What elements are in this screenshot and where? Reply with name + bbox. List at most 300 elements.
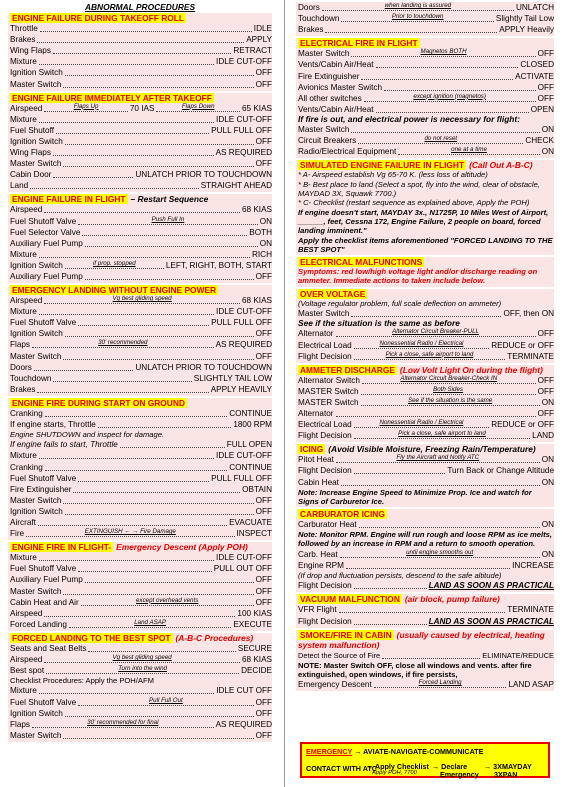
row-remark: 30' recommended for final <box>87 718 159 726</box>
checklist-row <box>10 473 272 484</box>
row-action: UNLATCH PRIOR TO TOUCHDOWN <box>135 170 272 180</box>
row-item: Fuel Shutoff Valve <box>10 318 77 328</box>
row-action: ON <box>541 455 554 465</box>
row-item: Wing Flaps <box>10 148 51 158</box>
dot-leader <box>39 257 250 258</box>
contact-label: CONTACT WITH ATC <box>306 764 377 773</box>
row-item: Cranking <box>10 462 43 472</box>
row-item: Mixture <box>10 114 37 124</box>
checklist-row <box>298 104 554 115</box>
row-remark: Land ASAP <box>134 618 166 626</box>
row-item: Cabin Door <box>10 170 52 180</box>
checklist-row <box>10 439 272 450</box>
dot-leader <box>65 336 254 337</box>
dot-leader <box>38 525 227 526</box>
dot-leader <box>354 624 427 625</box>
page-title: ABNORMAL PROCEDURES <box>84 2 196 12</box>
row-action: OFF <box>255 271 272 281</box>
row-remark: Flaps Up <box>73 102 99 110</box>
row-item: Vents/Cabin Air/Heat <box>298 60 374 70</box>
checklist-row <box>10 103 272 114</box>
row-remark: Alternator Circuit Breaker-PULL <box>392 328 479 336</box>
checklist-row <box>10 339 272 350</box>
row-action: ELIMINATE/REDUCE <box>482 650 554 660</box>
row-item: Doors <box>298 3 320 13</box>
row-action: BOTH <box>249 227 272 237</box>
checklist-section <box>296 594 554 627</box>
dot-leader <box>341 485 540 486</box>
dot-leader <box>39 314 214 315</box>
row-item: Flight Decision <box>298 351 352 361</box>
row-item: Ignition Switch <box>10 329 63 339</box>
dot-leader <box>44 653 240 663</box>
row-action: OPEN <box>530 104 554 114</box>
row-remark: if prop. stopped <box>92 259 136 267</box>
checklist-row <box>298 519 554 530</box>
dot-leader <box>361 79 513 80</box>
section-header <box>10 13 272 23</box>
checklist-row <box>10 306 272 317</box>
section-note: Checklist Procedures: Apply the POH/AFM <box>10 676 154 686</box>
row-item: Mixture <box>10 307 37 317</box>
row-item: If engine starts, Throttle <box>10 420 96 429</box>
row-item: Fire Extinguisher <box>298 71 360 81</box>
row-action: APPLY HEAVILY <box>210 384 272 394</box>
dot-leader <box>63 166 253 167</box>
row-action: Slightly Tail Low <box>495 14 554 24</box>
section-header <box>10 633 272 643</box>
checklist-row <box>10 608 272 619</box>
row-item: Airspeed <box>10 654 43 664</box>
row-item: Flight Decision <box>298 431 352 441</box>
dot-leader <box>354 419 490 428</box>
row-action: OFF <box>255 575 272 585</box>
row-action: OFF <box>255 697 272 707</box>
checklist-row <box>10 585 272 596</box>
row-item: Master Switch <box>298 125 350 135</box>
section-title: OVER VOLTAGE <box>300 288 366 299</box>
dot-leader <box>98 427 231 428</box>
checklist-row <box>298 679 554 690</box>
row-item: Engine RPM <box>298 560 344 570</box>
row-item: Master Switch <box>10 159 62 169</box>
dot-leader <box>382 658 480 659</box>
row-action: ON <box>541 397 554 407</box>
checklist-section <box>296 38 554 158</box>
row-remark: Turn into the wind <box>118 665 167 673</box>
checklist-row <box>298 13 554 24</box>
checklist-row <box>10 215 272 226</box>
row-action: LAND ASAP <box>508 680 554 690</box>
checklist-row <box>10 136 272 147</box>
dot-leader <box>65 514 254 515</box>
row-action: ACTIVATE <box>515 71 554 81</box>
row-action: LEFT, RIGHT, BOTH, START <box>165 260 272 270</box>
row-action: PULL FULL OFF <box>211 318 272 328</box>
row-item: Flight Decision <box>298 581 352 591</box>
section-note: * C- Checklist (restart sequence as explained above, Apply the POH) <box>298 198 530 208</box>
row-action: RETRACT <box>233 46 272 56</box>
row-action: OFF <box>255 506 272 516</box>
row-item: Fire Extinguisher <box>10 484 72 494</box>
declare-label: → Declare <box>432 762 468 771</box>
row-item: Flight Decision <box>298 616 352 626</box>
row-action: EXECUTE <box>233 619 272 629</box>
row-action: OFF <box>255 708 272 718</box>
section-title: ENGINE FAILURE IN FLIGHT <box>12 194 126 205</box>
row-item: Electrical Load <box>298 340 352 350</box>
checklist-row <box>10 730 272 741</box>
section-subtitle: (A-B-C Procedures) <box>175 632 254 643</box>
section-title: ELECTRICAL MALFUNCTIONS <box>300 257 423 268</box>
row-action: UNLATCH PRIOR TO TOUCHDOWN <box>135 362 272 372</box>
row-item: Land <box>10 181 29 191</box>
row-item: Fuel Shutoff <box>10 125 54 135</box>
xpan-label: 3XPAN <box>494 770 518 779</box>
dot-leader <box>398 146 539 155</box>
checklist-row <box>298 328 554 339</box>
checklist-row <box>298 560 554 571</box>
checklist-row <box>10 665 272 676</box>
dot-leader <box>376 67 519 68</box>
row-action: LAND AS SOON AS PRACTICAL <box>428 581 554 591</box>
row-item: Brakes <box>298 25 324 35</box>
checklist-row <box>10 552 272 563</box>
row-item: Ignition Switch <box>10 68 63 78</box>
dot-leader <box>39 693 214 694</box>
row-action: INSPECT <box>236 529 272 539</box>
row-item: Fuel Shutoff Valve <box>10 216 77 226</box>
checklist-row <box>10 373 272 384</box>
dot-leader <box>322 2 514 11</box>
row-action: OFF <box>537 375 554 385</box>
row-action: OFF <box>255 68 272 78</box>
row-action: 70 IAS <box>129 103 155 113</box>
dot-leader <box>53 381 191 382</box>
column-divider <box>284 0 285 787</box>
right-column <box>296 2 554 785</box>
row-item: Throttle <box>10 24 38 34</box>
dot-leader <box>63 738 253 739</box>
checklist-row <box>10 506 272 517</box>
section-subtitle: Emergency Descent (Apply POH) <box>116 542 248 553</box>
section-header <box>298 444 554 454</box>
section-header <box>10 285 272 295</box>
dot-leader <box>78 571 212 572</box>
checklist-row <box>10 719 272 730</box>
row-item: Detect the Source of Fire <box>298 650 381 660</box>
row-item: All other switches <box>298 93 362 103</box>
section-note: (If drop and fluctuation persists, descend to the safe altitude) <box>298 570 502 580</box>
checklist-row <box>298 419 554 430</box>
checklist-section <box>296 160 554 255</box>
row-action: SLIGHTLY TAIL LOW <box>193 373 272 383</box>
checklist-row <box>10 517 272 528</box>
row-item: Electrical Load <box>298 420 352 430</box>
checklist-row <box>298 430 554 441</box>
dot-leader <box>354 430 530 439</box>
dot-leader <box>45 470 227 471</box>
row-action: OFF <box>255 597 272 607</box>
row-item: Auxiliary Fuel Pump <box>10 575 83 585</box>
checklist-row <box>298 580 554 591</box>
row-action: CHECK <box>525 136 554 146</box>
row-remark: one at a time <box>451 146 487 154</box>
section-header <box>10 398 272 408</box>
dot-leader <box>354 588 427 589</box>
row-remark: Pull Full Out <box>149 696 183 704</box>
checklist-row <box>10 147 272 158</box>
dot-leader <box>82 235 247 236</box>
checklist-row <box>298 465 554 476</box>
dot-leader <box>341 13 493 22</box>
section-header <box>298 630 554 650</box>
section-header <box>10 542 272 552</box>
section-subtitle: – Restart Sequence <box>130 194 209 205</box>
row-item: Master Switch <box>10 730 62 740</box>
section-header <box>298 257 554 267</box>
section-title: CARBURATOR ICING <box>300 509 385 520</box>
row-action: INCREASE <box>512 560 554 570</box>
row-item: Carburator Heat <box>298 520 357 530</box>
dot-leader <box>384 90 536 91</box>
row-item: Radio/Electrical Equipment <box>298 147 397 157</box>
section-header <box>10 93 272 103</box>
dot-leader <box>361 385 536 395</box>
row-remark: Flaps Down <box>181 102 215 110</box>
checklist-row <box>10 563 272 574</box>
checklist-row <box>10 249 272 260</box>
dot-leader <box>39 458 214 459</box>
checklist-row <box>10 227 272 238</box>
row-action: IDLE CUT-OFF <box>216 451 272 461</box>
row-action: IDLE CUT-OFF <box>216 307 272 317</box>
row-action: 65 KIAS <box>241 103 272 113</box>
row-item: Flight Decision <box>298 466 352 476</box>
row-action: DECIDE <box>241 666 272 676</box>
row-item: Alternator <box>298 409 334 419</box>
dot-leader <box>56 133 209 134</box>
checklist-row <box>298 615 554 626</box>
row-remark: Pick a close, safe airport to land <box>398 430 486 438</box>
row-item: Flaps <box>10 340 31 350</box>
checklist-section <box>296 2 554 36</box>
row-item: If engine fails to start, Throttle <box>10 440 118 450</box>
row-action: OFF <box>537 49 554 59</box>
row-item: Airspeed <box>10 608 43 618</box>
row-item: Ignition Switch <box>10 506 63 516</box>
dot-leader <box>65 144 254 145</box>
row-action: 68 KIAS <box>241 296 272 306</box>
row-action: EVACUATE <box>229 518 272 528</box>
checklist-row <box>10 528 272 539</box>
row-item: Master Switch <box>10 351 62 361</box>
section-subtitle: (Avoid Visible Moisture, Freezing Rain/Temperature) <box>328 444 536 455</box>
section-header <box>298 289 554 299</box>
row-item: Fuel Shutoff Valve <box>10 473 77 483</box>
section-header <box>298 365 554 375</box>
row-remark: when landing is assured <box>384 2 452 10</box>
checklist-row <box>10 295 272 306</box>
row-remark: Push Full In <box>151 215 185 223</box>
row-action: OFF <box>537 93 554 103</box>
row-item: Ignition Switch <box>10 260 63 270</box>
row-remark: do not reset <box>424 135 458 143</box>
dot-leader <box>45 416 227 417</box>
apply-sub: Apply POH, 7700 <box>372 770 417 776</box>
row-item: Seats and Seat Belts <box>10 643 87 653</box>
row-item: Mixture <box>10 451 37 461</box>
checklist-section <box>8 542 272 631</box>
dot-leader <box>32 339 214 348</box>
dot-leader <box>346 568 510 569</box>
row-action: IDLE CUT-OFF <box>216 114 272 124</box>
checklist-row <box>298 351 554 362</box>
row-remark: Vg best gliding speed <box>112 653 172 661</box>
row-action: 68 KIAS <box>241 205 272 215</box>
checklist-row <box>298 2 554 13</box>
row-item: Touchdown <box>298 14 340 24</box>
row-action: ON <box>541 477 554 487</box>
checklist-row <box>298 124 554 135</box>
row-remark: Forced Landing <box>418 679 462 687</box>
dot-leader <box>53 155 214 156</box>
checklist-section <box>8 93 272 193</box>
row-action: OBTAIN <box>242 484 272 494</box>
section-note: Note: Monitor RPM. Engine will run rough and loose RPM as ice melts, followed by an increase in RPM and a return to smooth operation. <box>298 530 552 549</box>
row-action: OFF <box>537 386 554 396</box>
dot-leader <box>44 212 240 213</box>
section-note: * B- Best place to land (Select a spot, fly into the wind, clear of obstacle, MAYDAD 3X, Squawk 7700.) <box>298 179 540 199</box>
checklist-row <box>10 384 272 395</box>
row-action: IDLE CUT-OFF <box>216 553 272 563</box>
row-remark: Prior to touchdown <box>391 13 444 21</box>
dot-leader <box>340 548 540 558</box>
checklist-row <box>10 685 272 696</box>
row-action: REDUCE or OFF <box>491 420 554 430</box>
dot-leader <box>26 528 234 537</box>
dot-leader <box>39 560 214 561</box>
row-action: 1800 RPM <box>233 420 272 429</box>
dot-leader <box>85 582 254 583</box>
row-action: OFF <box>255 730 272 740</box>
checklist-row <box>10 708 272 719</box>
row-item: Avionics Master Switch <box>298 82 383 92</box>
checklist-row <box>298 549 554 560</box>
checklist-row <box>10 654 272 665</box>
row-item: Master Switch <box>298 309 350 319</box>
row-item: Circuit Breakers <box>298 136 357 146</box>
checklist-row <box>10 78 272 89</box>
row-remark: See if the situation is the same <box>407 396 493 404</box>
row-item: Cranking <box>10 408 43 418</box>
section-title: ENGINE FIRE DURING START ON GROUND <box>12 397 185 408</box>
emergency-label: EMERGENCY <box>306 747 353 756</box>
row-item: Auxiliary Fuel Pump <box>10 238 83 248</box>
checklist-row <box>298 408 554 419</box>
section-note: Apply the checklist items aforementioned "FORCED LANDING TO THE BEST SPOT" <box>298 235 553 254</box>
dot-leader <box>44 616 235 617</box>
row-item: Touchdown <box>10 373 52 383</box>
row-action: CONTINUE <box>229 462 272 472</box>
row-action: PULL FULL OFF <box>211 125 272 135</box>
dot-leader <box>63 503 253 504</box>
row-action: Turn Back or Change Altitude <box>447 466 554 476</box>
row-item: Brakes <box>10 384 36 394</box>
checklist-row <box>10 574 272 585</box>
row-item: VFR Flight <box>298 605 337 615</box>
row-action: ON <box>259 238 272 248</box>
checklist-row <box>298 135 554 146</box>
row-remark: Magnetos BOTH <box>420 48 467 56</box>
section-title: ICING <box>300 444 324 455</box>
checklist-row <box>298 24 554 35</box>
section-title: SMOKE/FIRE IN CABIN <box>300 629 392 640</box>
row-remark: Nonessential Radio / Electrical <box>379 339 464 347</box>
checklist-row <box>10 45 272 56</box>
row-action: FULL OPEN <box>226 440 272 450</box>
checklist-row <box>10 408 272 419</box>
dot-leader <box>78 481 209 482</box>
section-subtitle: (usually caused by electrical, heating system malfunction) <box>298 629 545 650</box>
row-item: Ignition Switch <box>10 708 63 718</box>
row-action: APPLY <box>246 35 272 45</box>
section-title: ENGINE FIRE IN FLIGHT- <box>12 542 112 553</box>
row-action: OFF <box>255 586 272 596</box>
row-action: IDLE <box>253 24 272 34</box>
section-title: ENGINE FAILURE DURING TAKEOFF ROLL <box>12 13 184 23</box>
checklist-row <box>10 271 272 282</box>
checklist-row <box>298 308 554 319</box>
row-action: CLOSED <box>520 60 554 70</box>
checklist-row <box>10 328 272 339</box>
row-item: Fire <box>10 529 25 539</box>
dot-leader <box>30 188 199 189</box>
checklist-row <box>298 476 554 487</box>
checklist-row <box>298 397 554 408</box>
section-note: (Voltage regulator problem, full scale deflection on ammeter) <box>298 298 502 308</box>
section-title: EMERGENCY LANDING WITHOUT ENGINE POWER <box>12 284 217 295</box>
row-remark: Nonessential Radio / Electrical <box>379 419 464 427</box>
row-action: PULL FULL OFF <box>211 473 272 483</box>
row-action: OFF <box>537 82 554 92</box>
checklist-section <box>296 444 554 507</box>
checklist-row <box>10 484 272 495</box>
dot-leader <box>354 473 446 474</box>
dot-leader <box>34 370 134 371</box>
row-item: Mixture <box>10 686 37 696</box>
dot-leader <box>78 696 253 706</box>
checklist-row <box>10 114 272 125</box>
dot-leader <box>354 350 506 360</box>
row-action: ON <box>259 216 272 226</box>
left-column <box>8 2 272 785</box>
row-item: Airspeed <box>10 103 43 113</box>
row-item: Best spot <box>10 666 45 676</box>
dot-leader <box>376 112 529 113</box>
dot-leader <box>39 122 214 123</box>
checklist-section <box>8 194 272 283</box>
row-action: OFF <box>537 409 554 419</box>
checklist-row <box>10 23 272 34</box>
section-header <box>298 509 554 519</box>
checklist-row <box>298 339 554 350</box>
row-action: CONTINUE <box>229 408 272 418</box>
row-item: Pitot Heat <box>298 455 334 465</box>
row-action: SECURE <box>237 643 272 653</box>
dot-leader <box>81 596 254 606</box>
row-action: OFF <box>255 329 272 339</box>
